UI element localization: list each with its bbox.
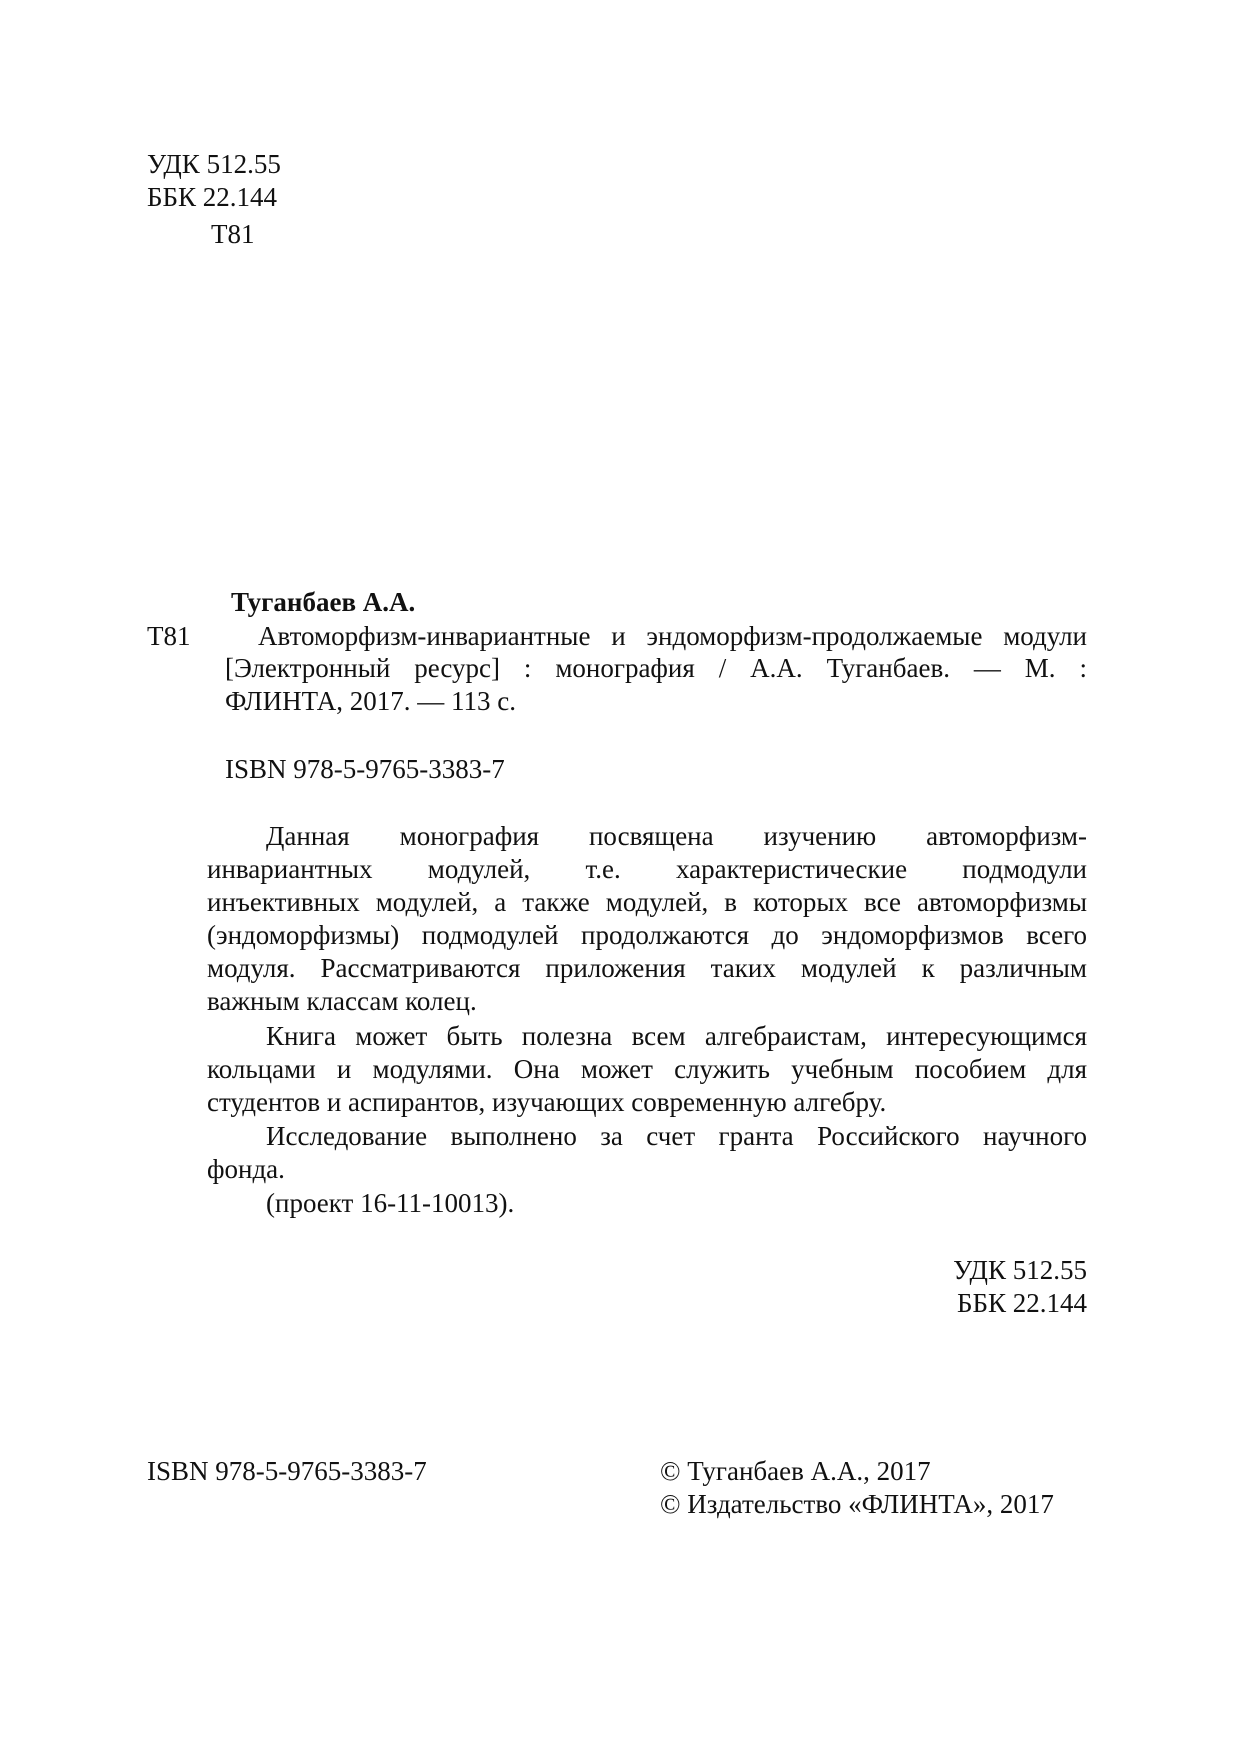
- annotation-p2-line-2: кольцами и модулями. Она может служить учебным пособием для: [207, 1054, 1087, 1084]
- footer-copyright-publisher: © Издательство «ФЛИНТА», 2017: [660, 1489, 1054, 1519]
- footer-isbn: ISBN 978-5-9765-3383-7: [147, 1456, 427, 1486]
- annotation-project-number: (проект 16-11-10013).: [266, 1188, 515, 1218]
- card-title-line-3: ФЛИНТА, 2017. — 113 с.: [225, 686, 516, 716]
- annotation-p1-line-2: инвариантных модулей, т.е. характеристические подмодули: [207, 854, 1087, 884]
- card-title-line-1: Автоморфизм-инвариантные и эндоморфизм-продолжаемые модули: [258, 621, 1087, 651]
- annotation-p2-line-1: Книга может быть полезна всем алгебраистам, интересующимся: [266, 1021, 1087, 1051]
- classification-udk: УДК 512.55: [953, 1255, 1087, 1285]
- annotation-p1-line-6: важным классам колец.: [207, 986, 477, 1016]
- header-udk: УДК 512.55: [147, 149, 281, 179]
- annotation-p1-line-3: инъективных модулей, а также модулей, в которых все автоморфизмы: [207, 887, 1087, 917]
- annotation-p3-line-2: фонда.: [207, 1154, 285, 1184]
- header-author-mark: Т81: [211, 219, 255, 249]
- card-title-line-2: [Электронный ресурс] : монография / А.А. Туганбаев. — М. :: [225, 653, 1087, 683]
- annotation-p1-line-5: модуля. Рассматриваются приложения таких модулей к различным: [207, 953, 1087, 983]
- annotation-p1-line-4: (эндоморфизмы) подмодулей продолжаются до эндоморфизмов всего: [207, 920, 1087, 950]
- card-isbn: ISBN 978-5-9765-3383-7: [225, 754, 505, 784]
- annotation-p1-line-1: Данная монография посвящена изучению автоморфизм-: [266, 821, 1087, 851]
- card-author-mark: Т81: [147, 621, 191, 651]
- footer-copyright-author: © Туганбаев А.А., 2017: [660, 1456, 931, 1486]
- header-bbk: ББК 22.144: [147, 182, 278, 212]
- classification-bbk: ББК 22.144: [956, 1288, 1087, 1318]
- annotation-p2-line-3: студентов и аспирантов, изучающих современную алгебру.: [207, 1087, 887, 1117]
- annotation-p3-line-1: Исследование выполнено за счет гранта Российского научного: [266, 1121, 1087, 1151]
- card-author: Туганбаев А.А.: [231, 587, 416, 617]
